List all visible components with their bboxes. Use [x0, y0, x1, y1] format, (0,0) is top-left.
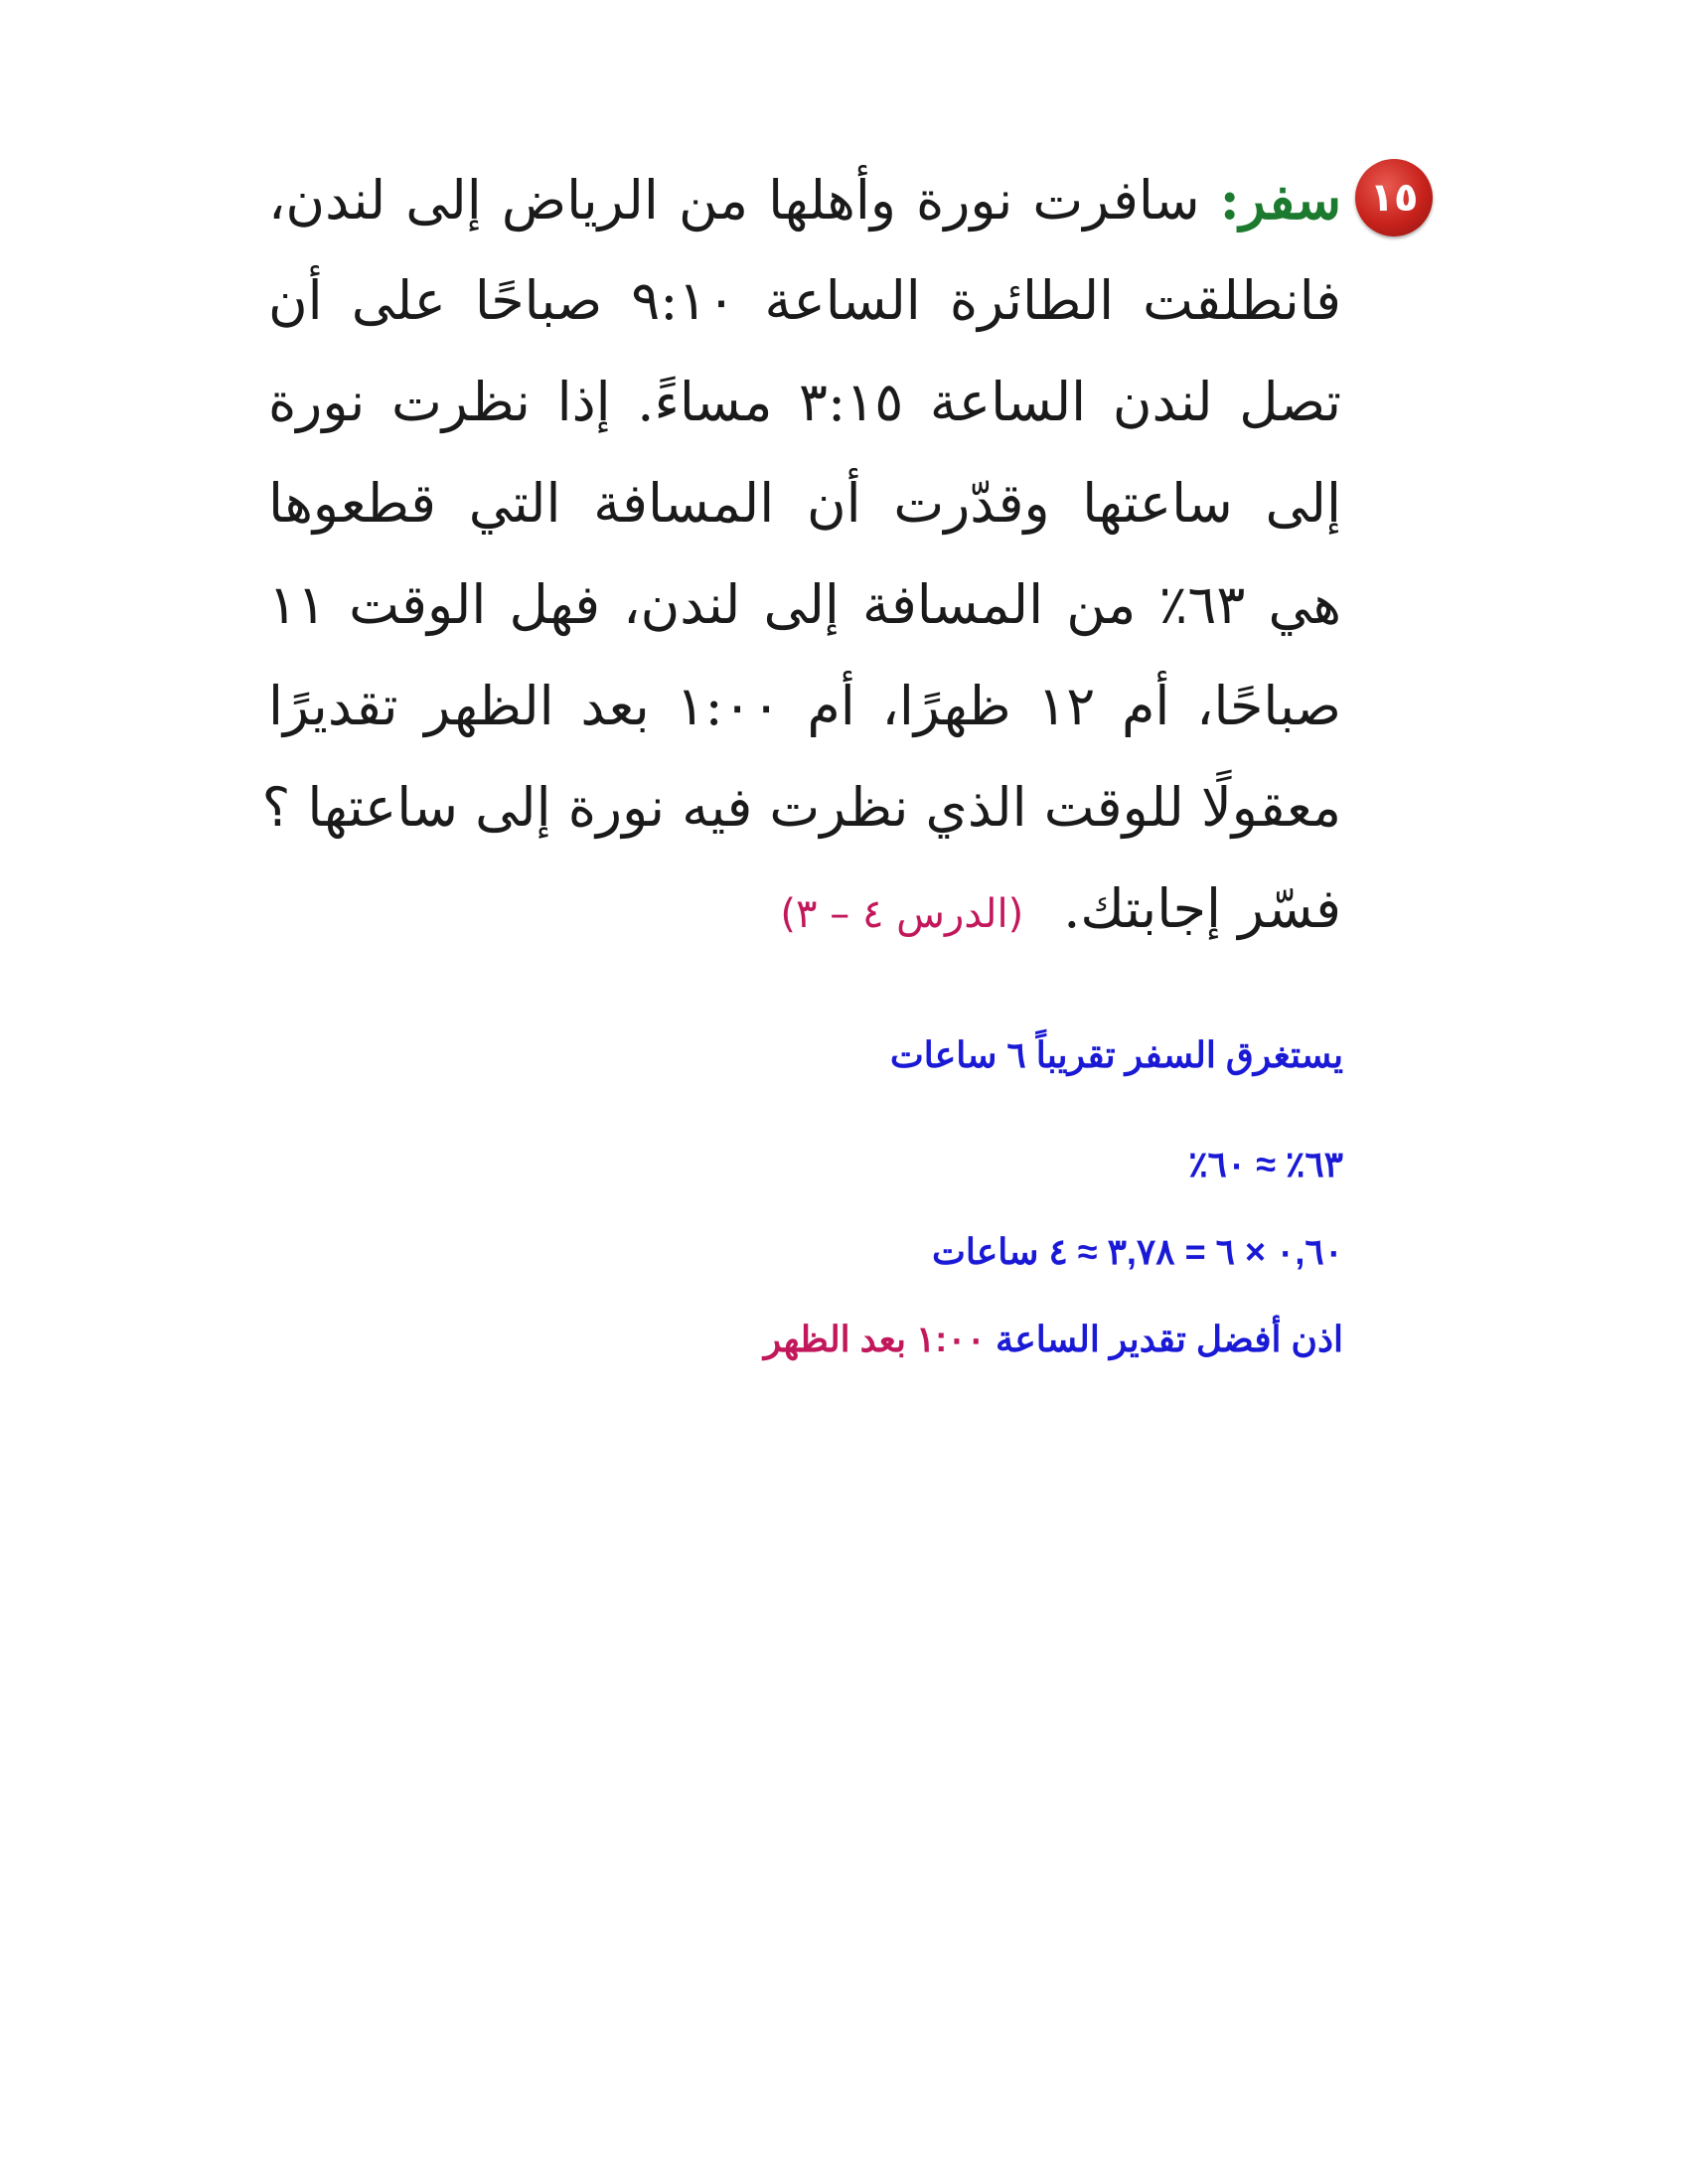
problem-line-1 — [268, 149, 1341, 250]
problem-line-1-text: سافرت نورة وأهلها من الرياض إلى لندن، — [268, 169, 1200, 232]
problem-line-3: تصل لندن الساعة ٣:١٥ مساءً. إذا نظرت نورة — [268, 371, 1341, 433]
solution-line-1: يستغرق السفر تقريباً ٦ ساعات — [889, 1034, 1343, 1075]
solution-line-4-prefix: اذن أفضل تقدير الساعة — [995, 1319, 1343, 1359]
problem-line-6: صباحًا، أم ١٢ ظهرًا، أم ١:٠٠ بعد الظهر تقديرًا — [268, 675, 1341, 737]
solution-line-2: ٦٣٪ ≈ ٦٠٪ — [1188, 1144, 1343, 1184]
problem-line-8-text: فسّر إجابتك. — [1063, 877, 1341, 940]
solution-line-3: ٠,٦٠ × ٦ = ٣,٧٨ ≈ ٤ ساعات — [931, 1231, 1343, 1272]
lesson-reference: (الدرس ٤ – ٣) — [780, 891, 1024, 937]
problem-line-4: إلى ساعتها وقدّرت أن المسافة التي قطعوها — [268, 472, 1341, 535]
solution-line-4 — [449, 1296, 1343, 1383]
problem-line-8 — [268, 858, 1341, 960]
solution-answer-highlight: ١:٠٠ بعد الظهر — [763, 1319, 986, 1359]
problem-block — [261, 149, 1419, 960]
solution-block — [449, 1033, 1343, 1383]
problem-line-7: معقولًا للوقت الذي نظرت فيه نورة إلى ساعتها ؟ — [261, 776, 1341, 839]
problem-line-2: فانطلقت الطائرة الساعة ٩:١٠ صباحًا على أن — [268, 269, 1341, 332]
problem-number-badge: ١٥ — [1355, 159, 1433, 236]
problem-line-5: هي ٦٣٪ من المسافة إلى لندن، فهل الوقت ١١ — [268, 573, 1341, 636]
problem-keyword: سفر: — [1219, 168, 1341, 232]
